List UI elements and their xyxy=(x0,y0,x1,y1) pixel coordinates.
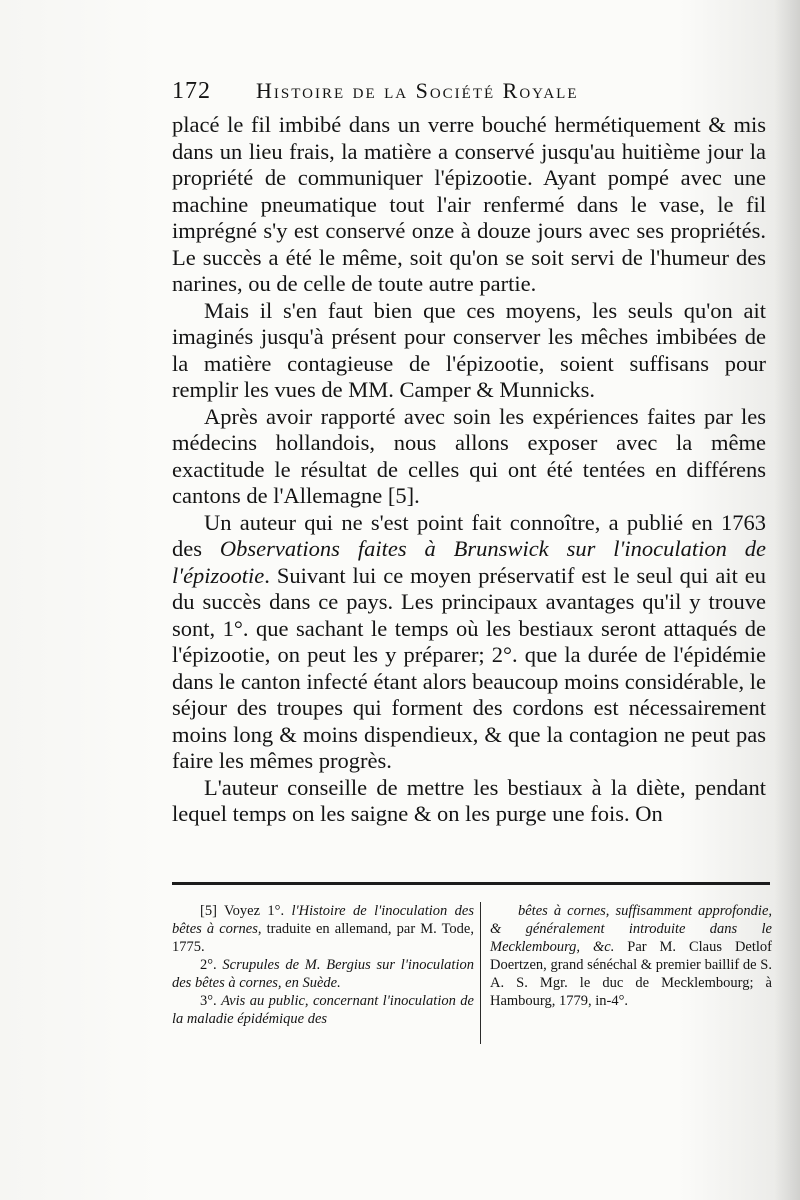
footnote-paragraph xyxy=(172,956,474,992)
footnotes xyxy=(172,902,772,1052)
body-paragraph xyxy=(172,510,766,775)
text-run: [5] Voyez 1°. xyxy=(200,903,292,919)
body-paragraph xyxy=(172,775,766,828)
body-paragraph xyxy=(172,298,766,404)
body-paragraph xyxy=(172,404,766,510)
body-paragraph xyxy=(172,112,766,298)
italic-text-run: Avis au public, concernant l'inoculation de la maladie épidémique des xyxy=(172,993,474,1027)
footnote-paragraph xyxy=(490,902,772,1010)
text-run: , traduite en allemand, par M. Tode, 1775. xyxy=(172,921,474,955)
text-run: Par M. Claus Detlof Doertzen, grand sénéchal & premier baillif de S. A. S. Mgr. le duc de Mecklembourg; à Hambourg, 1779, in-4°. xyxy=(490,939,772,1009)
footnote-rule xyxy=(172,882,770,885)
footnote-paragraph xyxy=(172,902,474,956)
footnote-column-divider xyxy=(480,902,481,1044)
page-edge-shadow xyxy=(774,0,800,1200)
italic-text-run: Scrupules de M. Bergius sur l'inoculation des bêtes à cornes, en Suède. xyxy=(172,957,474,991)
text-run: L'auteur conseille de mettre les bestiaux à la diète, pendant lequel temps on les saigne & on les purge une fois. On xyxy=(172,774,766,826)
italic-text-run: bêtes à cornes, suffisamment approfondie, & généralement introduite dans le Mecklembourg, &c. xyxy=(490,903,772,955)
page-number: 172 xyxy=(172,78,211,104)
text-run: Mais il s'en faut bien que ces moyens, les seuls qu'on ait imaginés jusqu'à présent pour conserver les mêches imbibées de la matière contagieuse de l'épizootie, soient suffisans pour remplir les vues de MM. Camper & Munnicks. xyxy=(172,297,766,402)
text-run: placé le fil imbibé dans un verre bouché hermétiquement & mis dans un lieu frais, la matière a conservé jusqu'au huitième jour la propriété de communiquer l'épizootie. Ayant pompé avec une machine pneumatique tout l'air renfermé dans le vase, le fil imprégné s'y est conservé onze à douze jours avec ses propriétés. Le succès a été le même, soit qu'on se soit servi de l'humeur des narines, ou de celle de toute autre partie. xyxy=(172,112,766,296)
text-run: . Suivant lui ce moyen préservatif est le seul qui ait eu du succès dans ce pays. Les principaux avantages qu'il y trouve sont, 1°. que sachant le temps où les bestiaux seront attaqués de l'épizootie, on peut les y préparer; 2°. que la durée de l'épidémie dans le canton infecté étant alors beaucoup moins considérable, le séjour des troupes qui forment des cordons est nécessairement moins long & moins dispendieux, & que la contagion ne peut pas faire les mêmes progrès. xyxy=(172,562,766,773)
main-text xyxy=(172,112,766,828)
footnote-paragraph xyxy=(172,992,474,1028)
running-title: Histoire de la Société Royale xyxy=(256,78,579,103)
italic-text-run: Observations faites à Brunswick sur l'inoculation de l'épizootie xyxy=(172,536,766,588)
running-header xyxy=(172,76,772,108)
footnote-column-right xyxy=(490,902,772,1010)
text-run: 3°. xyxy=(200,993,222,1009)
text-run: Après avoir rapporté avec soin les expériences faites par les médecins hollandois, nous allons exposer avec la même exactitude le résultat de celles qui ont été tentées en différens cantons de l'Allemagne [5]. xyxy=(172,403,766,508)
italic-text-run: l'Histoire de l'inoculation des bêtes à cornes xyxy=(172,903,474,937)
footnote-column-left xyxy=(172,902,474,1028)
text-run: 2°. xyxy=(200,957,223,973)
text-run: Un auteur qui ne s'est point fait connoître, a publié en 1763 des xyxy=(172,509,766,561)
